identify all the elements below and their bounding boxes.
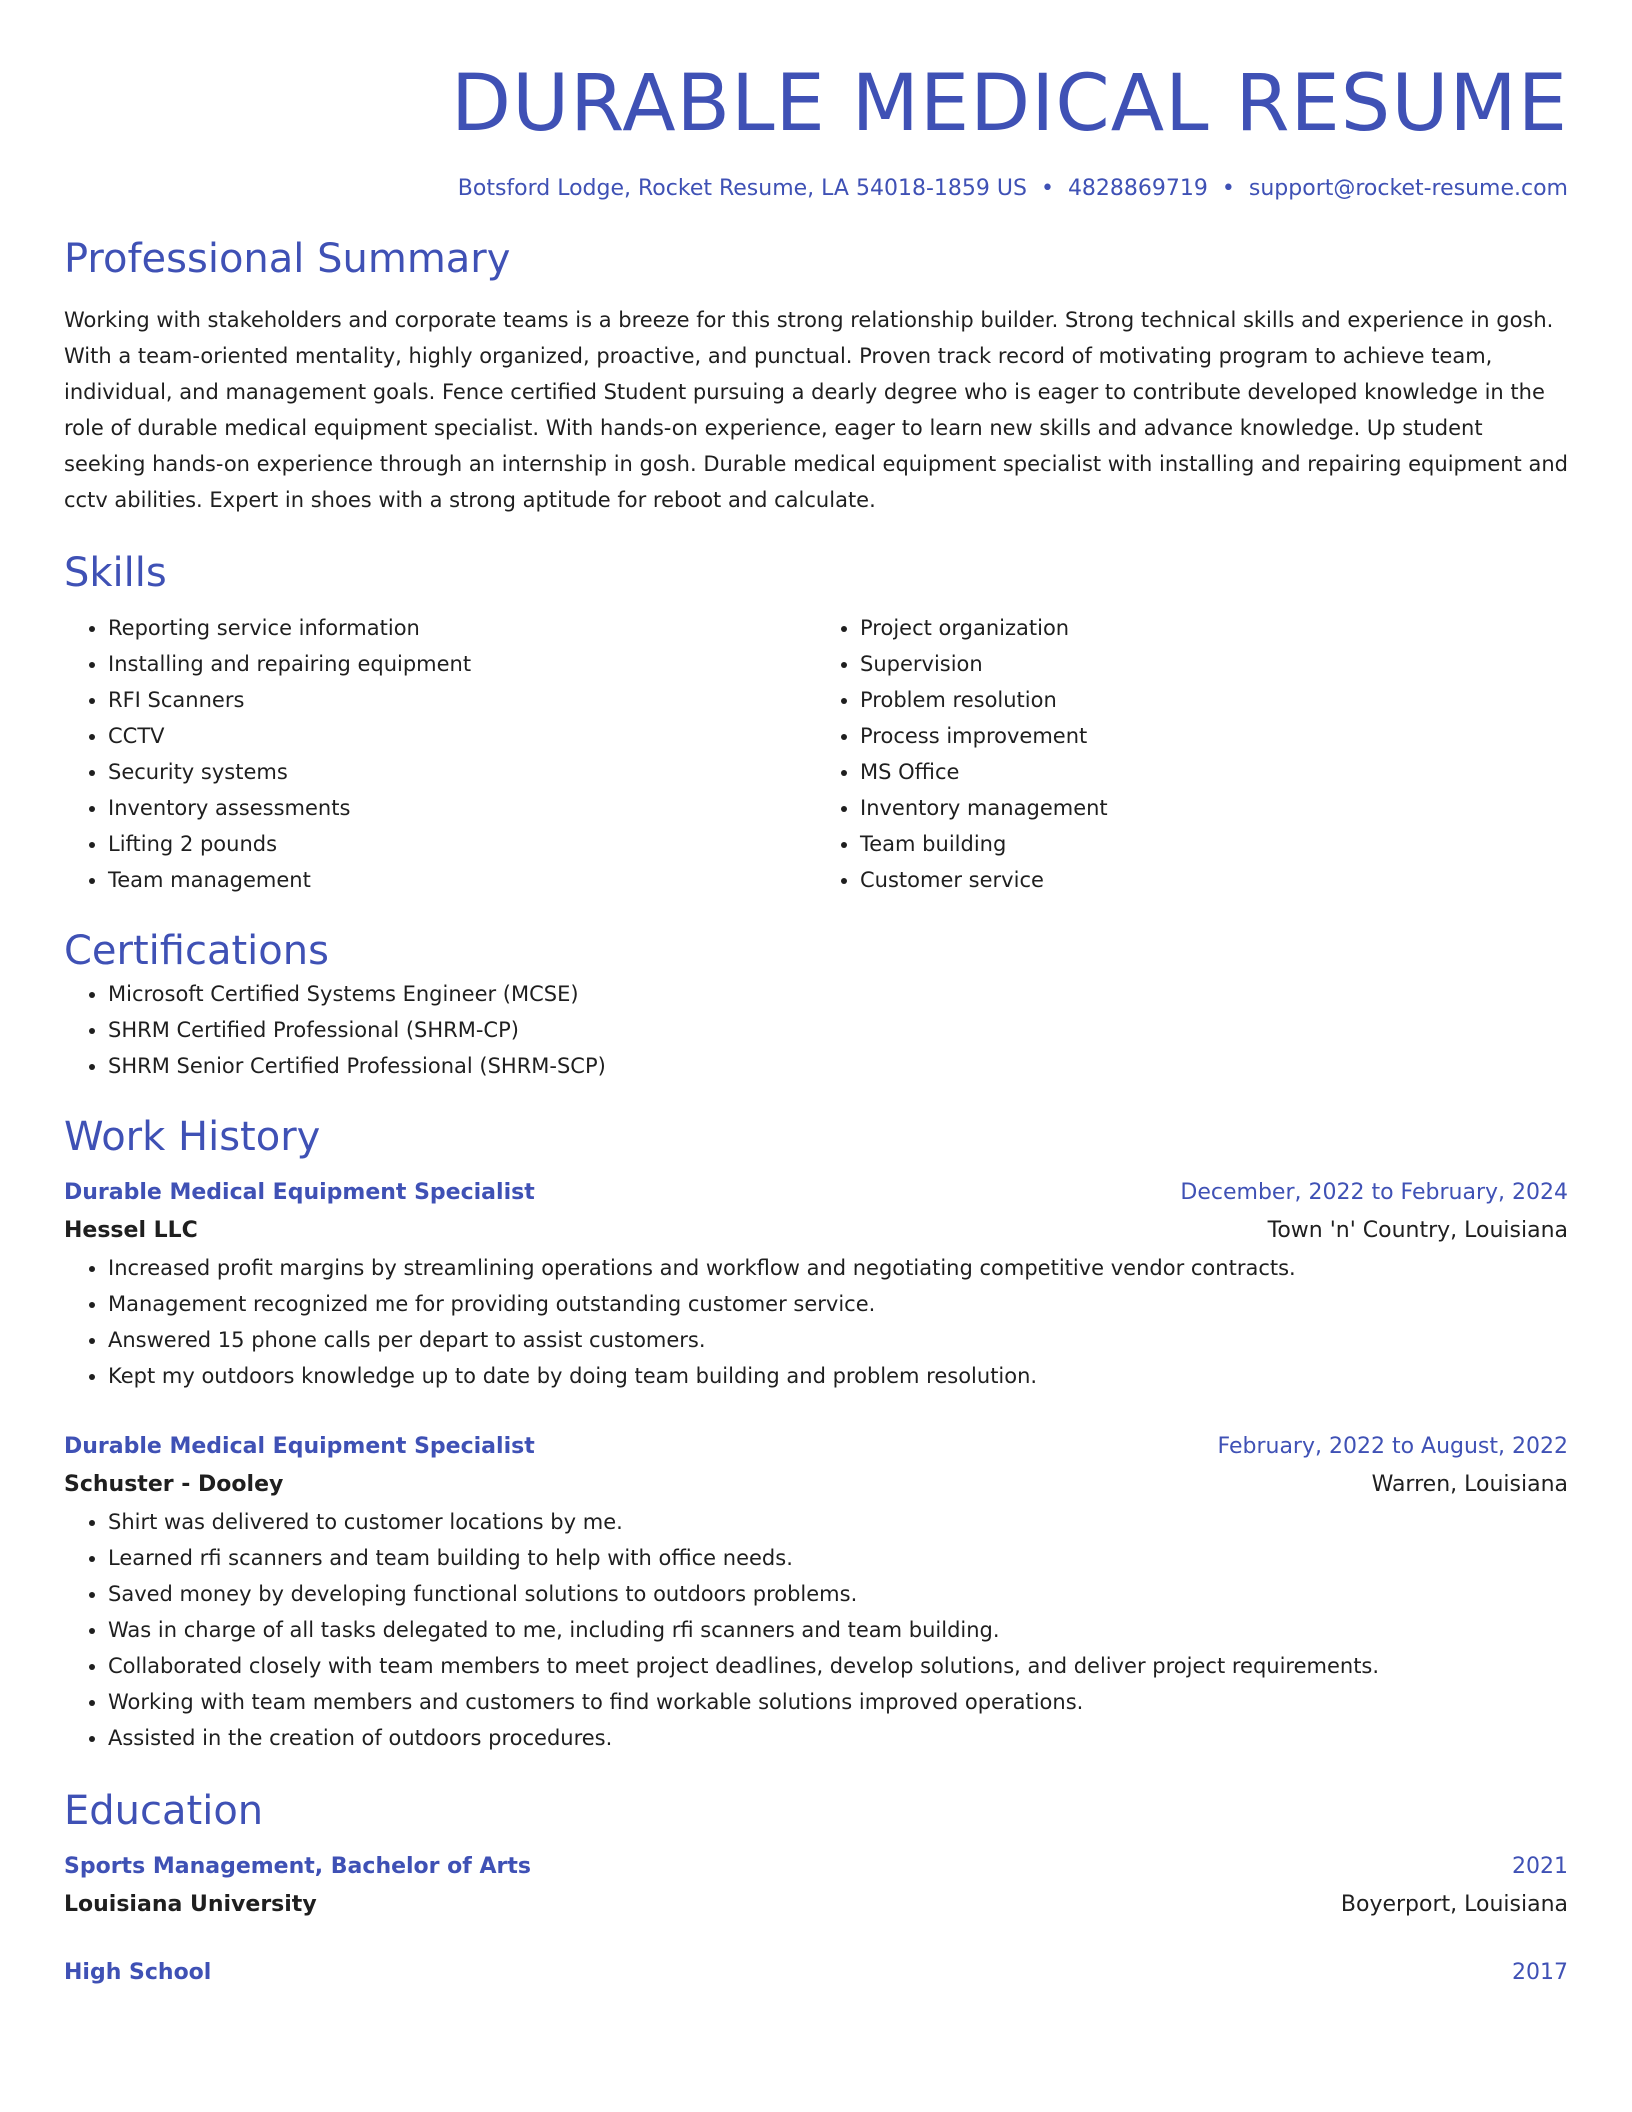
skill-item: • Team building [860,826,1568,862]
job-location: Town 'n' Country, Louisiana [1267,1218,1568,1243]
certifications-list [64,976,1568,1084]
contact-line [64,174,1568,204]
job-company-row [64,1212,1568,1250]
skill-item: • Supervision [860,646,1568,682]
certifications-section [64,926,1568,1084]
skills-list-left [64,610,816,898]
skill-item: • Lifting 2 pounds [108,826,816,862]
certification-item: • Microsoft Certified Systems Engineer (MCSE) [108,976,1568,1012]
job-bullet: • Increased profit margins by streamlining operations and workflow and negotiating competitive vendor contracts. [108,1250,1568,1286]
skill-item: • Problem resolution [860,682,1568,718]
education-location: Boyerport, Louisiana [1340,1892,1568,1917]
skill-item: • Reporting service information [108,610,816,646]
skills-section [64,548,1568,898]
skill-item: • Inventory assessments [108,790,816,826]
job-bullet: • Saved money by developing functional solutions to outdoors problems. [108,1576,1568,1612]
job-bullet: • Management recognized me for providing outstanding customer service. [108,1286,1568,1322]
contact-phone: 4828869719 [1067,176,1208,201]
education-degree: Sports Management, Bachelor of Arts [64,1854,532,1879]
education-degree-row [64,1848,1568,1886]
skill-item: • MS Office [860,754,1568,790]
job-entry [64,1174,1568,1394]
job-bullets [64,1504,1568,1756]
education-school: Louisiana University [64,1892,317,1917]
summary-heading: Professional Summary [64,236,511,282]
job-bullets [64,1250,1568,1394]
skill-item: • Team management [108,862,816,898]
skills-heading: Skills [64,550,167,596]
job-title: Durable Medical Equipment Specialist [64,1180,535,1205]
job-bullet: • Kept my outdoors knowledge up to date by doing team building and problem resolution. [108,1358,1568,1394]
skill-item: • Inventory management [860,790,1568,826]
job-title-row [64,1428,1568,1466]
job-title: Durable Medical Equipment Specialist [64,1434,535,1459]
job-bullet: • Answered 15 phone calls per depart to assist customers. [108,1322,1568,1358]
education-year: 2021 [1512,1854,1568,1879]
skill-item: • Customer service [860,862,1568,898]
job-dates: February, 2022 to August, 2022 [1217,1434,1568,1459]
contact-separator: • [1221,176,1235,201]
skill-item: • CCTV [108,718,816,754]
job-title-row [64,1174,1568,1212]
job-dates: December, 2022 to February, 2024 [1180,1180,1568,1205]
skill-item: • RFI Scanners [108,682,816,718]
summary-text: Working with stakeholders and corporate teams is a breeze for this strong relationship builder. Strong technical skills and experience in gosh. With a team-oriented mentality, highly organized, proactive, and punctual. Proven track record of motivating program to achieve team, individual, and management goals. Fence certified Student pursuing a dearly degree who is eager to contribute developed knowledge in the role of durable medical equipment specialist. With hands-on experience, eager to learn new skills and advance knowledge. Up student seeking hands-on experience through an internship in gosh. Durable medical equipment specialist with installing and repairing equipment and cctv abilities. Expert in shoes with a strong aptitude for reboot and calculate. [64,308,1568,512]
skill-item: • Installing and repairing equipment [108,646,816,682]
job-bullet: • Was in charge of all tasks delegated to me, including rfi scanners and team building. [108,1612,1568,1648]
candidate-name: DURABLE MEDICAL RESUME [451,59,1568,149]
certification-item: • SHRM Senior Certified Professional (SHRM-SCP) [108,1048,1568,1084]
education-school-row [64,1886,1568,1924]
job-location: Warren, Louisiana [1371,1472,1568,1497]
resume-header [64,56,1568,204]
job-bullet: • Assisted in the creation of outdoors procedures. [108,1720,1568,1756]
skill-item: • Security systems [108,754,816,790]
contact-separator: • [1040,176,1054,201]
contact-address: Botsford Lodge, Rocket Resume, LA 54018-1859 US [457,176,1027,201]
education-section [64,1786,1568,1992]
education-year: 2017 [1512,1960,1568,1985]
job-bullet: • Shirt was delivered to customer locations by me. [108,1504,1568,1540]
skills-columns [64,610,1568,898]
work-history-heading: Work History [64,1114,321,1160]
certification-item: • SHRM Certified Professional (SHRM-CP) [108,1012,1568,1048]
job-company: Hessel LLC [64,1218,198,1243]
skill-item: • Project organization [860,610,1568,646]
education-degree: High School [64,1960,212,1985]
job-company-row [64,1466,1568,1504]
summary-section [64,234,1568,518]
work-history-section [64,1112,1568,1756]
job-company: Schuster - Dooley [64,1472,284,1497]
skills-list-right [816,610,1568,898]
education-entry [64,1954,1568,1992]
job-bullet: • Collaborated closely with team members to meet project deadlines, develop solutions, and deliver project requirements. [108,1648,1568,1684]
certifications-heading: Certifications [64,928,329,974]
job-bullet: • Learned rfi scanners and team building to help with office needs. [108,1540,1568,1576]
job-entry [64,1428,1568,1756]
job-bullet: • Working with team members and customers to find workable solutions improved operations. [108,1684,1568,1720]
contact-email[interactable]: support@rocket-resume.com [1248,176,1568,201]
education-heading: Education [64,1788,264,1834]
education-degree-row [64,1954,1568,1992]
skill-item: • Process improvement [860,718,1568,754]
education-entry [64,1848,1568,1924]
